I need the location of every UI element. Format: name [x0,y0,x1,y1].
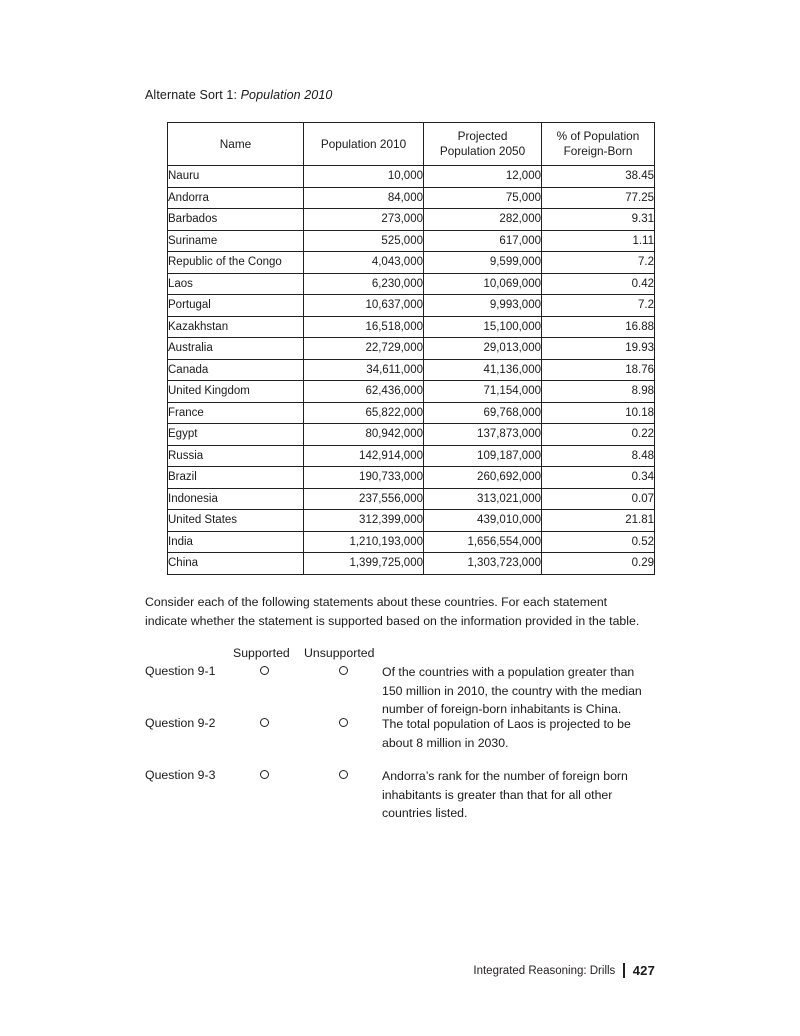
cell-foreign-born: 0.22 [542,424,655,446]
cell-country-name: Russia [168,445,304,467]
cell-population-2050: 137,873,000 [424,424,542,446]
cell-population-2050: 617,000 [424,230,542,252]
cell-foreign-born: 7.2 [542,295,655,317]
cell-population-2010: 10,637,000 [304,295,424,317]
table-row [168,295,655,317]
table-row [168,402,655,424]
cell-population-2010: 237,556,000 [304,488,424,510]
radio-supported-q3[interactable] [260,770,269,779]
cell-population-2010: 62,436,000 [304,381,424,403]
cell-foreign-born: 8.98 [542,381,655,403]
cell-population-2050: 12,000 [424,166,542,188]
cell-foreign-born: 21.81 [542,510,655,532]
section-heading-prefix: Alternate Sort 1: [145,88,238,102]
radio-unsupported-q2[interactable] [339,718,348,727]
footer-section-title: Integrated Reasoning: Drills [473,964,616,977]
population-table [167,122,655,575]
table-header [168,123,655,166]
cell-country-name: United Kingdom [168,381,304,403]
cell-country-name: Brazil [168,467,304,489]
section-heading [145,88,332,102]
table-row [168,467,655,489]
cell-country-name: France [168,402,304,424]
question-label: Question 9-1 [145,664,216,678]
radio-supported-q1[interactable] [260,666,269,675]
table-row [168,553,655,575]
cell-foreign-born: 1.11 [542,230,655,252]
cell-population-2010: 273,000 [304,209,424,231]
table-row [168,381,655,403]
table-row [168,510,655,532]
cell-country-name: Barbados [168,209,304,231]
cell-country-name: Suriname [168,230,304,252]
table-row [168,445,655,467]
cell-population-2050: 9,599,000 [424,252,542,274]
table-row [168,531,655,553]
cell-population-2010: 4,043,000 [304,252,424,274]
cell-population-2010: 1,399,725,000 [304,553,424,575]
cell-population-2050: 75,000 [424,187,542,209]
cell-foreign-born: 7.2 [542,252,655,274]
cell-population-2050: 9,993,000 [424,295,542,317]
column-header-foreign-born-line2: Foreign-Born [563,144,633,158]
cell-foreign-born: 77.25 [542,187,655,209]
cell-population-2010: 34,611,000 [304,359,424,381]
table-row [168,166,655,188]
table-body [168,166,655,575]
cell-foreign-born: 0.42 [542,273,655,295]
cell-country-name: Portugal [168,295,304,317]
question-label: Question 9-2 [145,716,216,730]
page-footer [473,963,655,978]
cell-foreign-born: 9.31 [542,209,655,231]
radio-unsupported-q1[interactable] [339,666,348,675]
cell-population-2010: 10,000 [304,166,424,188]
question-text: Of the countries with a population greater than 150 million in 2010, the country with the median number of foreign-born inhabitants is China. [382,665,642,717]
cell-population-2050: 29,013,000 [424,338,542,360]
cell-population-2050: 69,768,000 [424,402,542,424]
cell-population-2010: 525,000 [304,230,424,252]
cell-country-name: Nauru [168,166,304,188]
cell-foreign-born: 0.29 [542,553,655,575]
column-header-projected-population-2050 [424,123,542,166]
cell-population-2050: 109,187,000 [424,445,542,467]
table-row [168,273,655,295]
cell-population-2010: 22,729,000 [304,338,424,360]
column-header-percent-foreign-born [542,123,655,166]
cell-country-name: Laos [168,273,304,295]
table-row [168,316,655,338]
cell-population-2050: 313,021,000 [424,488,542,510]
column-header-population-2010-line1: Population 2010 [320,136,407,151]
table-row [168,209,655,231]
cell-country-name: Canada [168,359,304,381]
question-text: The total population of Laos is projected to be about 8 million in 2030. [382,717,631,750]
cell-foreign-born: 19.93 [542,338,655,360]
cell-population-2010: 312,399,000 [304,510,424,532]
cell-population-2050: 1,303,723,000 [424,553,542,575]
column-header-supported: Supported [233,646,290,660]
cell-population-2050: 15,100,000 [424,316,542,338]
cell-country-name: Australia [168,338,304,360]
cell-population-2050: 439,010,000 [424,510,542,532]
cell-foreign-born: 16.88 [542,316,655,338]
column-header-foreign-born-line1: % of Population [556,129,640,144]
question-row [145,716,665,768]
cell-country-name: China [168,553,304,575]
radio-unsupported-q3[interactable] [339,770,348,779]
answer-column-headers [145,646,665,664]
table-row [168,359,655,381]
cell-population-2010: 65,822,000 [304,402,424,424]
table-row [168,338,655,360]
footer-divider [623,963,624,978]
cell-foreign-born: 10.18 [542,402,655,424]
cell-population-2010: 16,518,000 [304,316,424,338]
cell-population-2010: 84,000 [304,187,424,209]
question-row [145,664,665,716]
cell-population-2050: 10,069,000 [424,273,542,295]
cell-population-2050: 282,000 [424,209,542,231]
table-row [168,230,655,252]
cell-country-name: Republic of the Congo [168,252,304,274]
column-header-name-line1: Name [219,136,252,151]
cell-population-2010: 1,210,193,000 [304,531,424,553]
cell-population-2050: 41,136,000 [424,359,542,381]
cell-population-2050: 71,154,000 [424,381,542,403]
cell-country-name: Indonesia [168,488,304,510]
cell-foreign-born: 0.07 [542,488,655,510]
column-header-projected-line2: Population 2050 [439,144,526,158]
table-row [168,252,655,274]
section-heading-emphasis: Population 2010 [240,88,333,102]
column-header-projected-line1: Projected [457,129,508,144]
column-header-unsupported: Unsupported [304,646,375,660]
radio-supported-q2[interactable] [260,718,269,727]
cell-foreign-born: 0.34 [542,467,655,489]
page-number: 427 [632,963,655,978]
instructions-paragraph: Consider each of the following statements about these countries. For each statement indicate whether the statement is supported based on the information provided in the table. [145,595,640,629]
question-text: Andorra’s rank for the number of foreign born inhabitants is greater than that for all other countries listed. [382,769,628,821]
cell-country-name: Andorra [168,187,304,209]
question-row [145,768,665,828]
table-row [168,488,655,510]
column-header-name [168,123,304,166]
column-header-population-2010 [304,123,424,166]
table-row [168,424,655,446]
cell-foreign-born: 38.45 [542,166,655,188]
cell-country-name: United States [168,510,304,532]
cell-population-2010: 6,230,000 [304,273,424,295]
cell-country-name: Egypt [168,424,304,446]
cell-foreign-born: 0.52 [542,531,655,553]
table-header-row [168,123,655,166]
cell-foreign-born: 18.76 [542,359,655,381]
cell-population-2010: 190,733,000 [304,467,424,489]
cell-country-name: India [168,531,304,553]
table-row [168,187,655,209]
cell-country-name: Kazakhstan [168,316,304,338]
cell-population-2010: 142,914,000 [304,445,424,467]
questions-block [145,646,665,828]
cell-population-2050: 1,656,554,000 [424,531,542,553]
cell-foreign-born: 8.48 [542,445,655,467]
cell-population-2010: 80,942,000 [304,424,424,446]
cell-population-2050: 260,692,000 [424,467,542,489]
question-label: Question 9-3 [145,768,216,782]
